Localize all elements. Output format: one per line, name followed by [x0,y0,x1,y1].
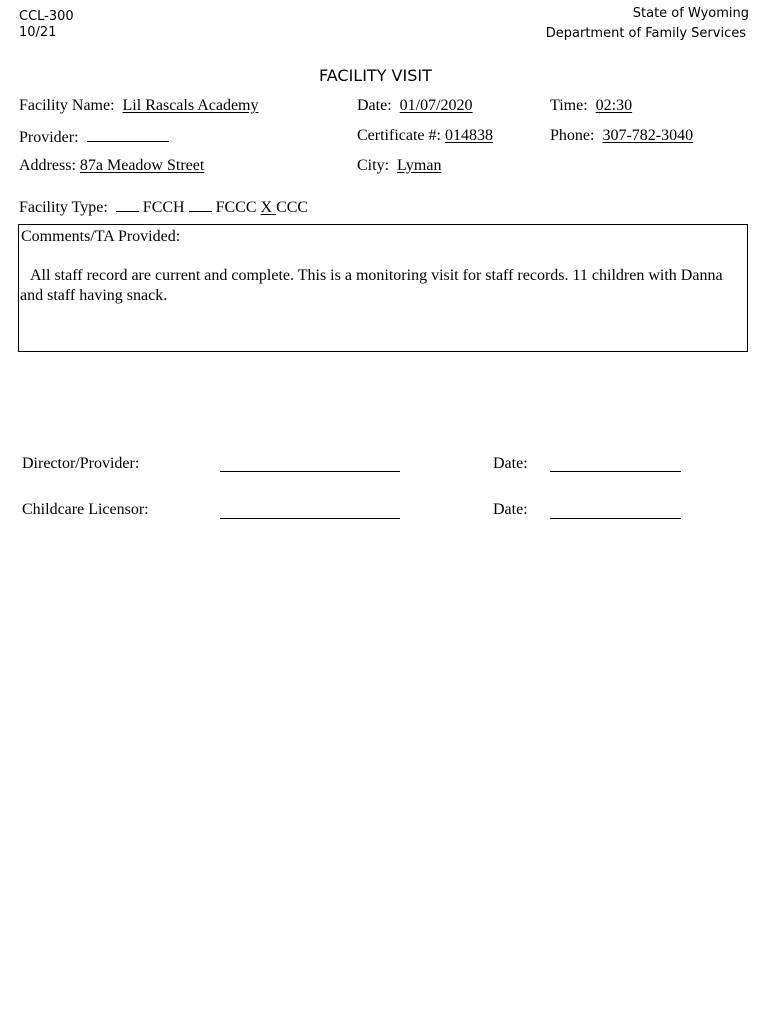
certificate-value: 014838 [444,127,493,144]
certificate-field [357,127,493,145]
form-code: CCL-300 [19,9,74,24]
facility-type-option-fccc: FCCC [215,199,257,216]
time-label: Time: [550,97,588,114]
phone-field [550,127,693,145]
comments-label: Comments/TA Provided: [21,228,181,245]
provider-label: Provider: [19,129,79,146]
city-value: Lyman [397,157,442,174]
director-provider-label: Director/Provider: [22,455,140,472]
form-revision-date: 10/21 [19,25,57,40]
phone-label: Phone: [550,127,595,144]
page-title: FACILITY VISIT [319,66,432,85]
phone-value: 307-782-3040 [602,127,694,144]
director-signature-line [220,471,400,472]
agency-department: Department of Family Services [545,26,746,41]
address-value: 87a Meadow Street [79,157,205,174]
city-field [357,157,441,175]
address-label: Address: [19,157,76,174]
certificate-label: Certificate #: [357,127,441,144]
city-label: City: [357,157,390,174]
licensor-date-label: Date: [493,501,528,518]
provider-value-blank [87,127,169,142]
fccc-checkbox-blank [189,197,212,212]
childcare-licensor-label: Childcare Licensor: [22,501,149,518]
date-field [357,97,473,115]
time-value: 02:30 [595,97,633,114]
facility-type-option-ccc: CCC [276,199,309,216]
facility-name-label: Facility Name: [19,97,115,114]
licensor-date-line [550,518,681,519]
provider-field [19,127,169,147]
director-date-label: Date: [493,455,528,472]
licensor-signature-line [220,518,400,519]
ccc-selected-mark: X [260,199,273,216]
date-value: 01/07/2020 [399,97,473,114]
address-field [19,157,204,175]
comments-text: All staff record are current and complete. This is a monitoring visit for staff records. 11 children with Danna and staff having snack. [20,267,723,304]
date-label: Date: [357,97,392,114]
facility-type-label: Facility Type: [19,199,108,216]
facility-name-field [19,97,259,115]
facility-type-field [19,197,308,217]
facility-name-value: Lil Rascals Academy [122,97,259,114]
agency-state: State of Wyoming [632,6,749,21]
director-date-line [550,471,681,472]
facility-type-option-fcch: FCCH [142,199,185,216]
fcch-checkbox-blank [116,197,139,212]
time-field [550,97,632,115]
